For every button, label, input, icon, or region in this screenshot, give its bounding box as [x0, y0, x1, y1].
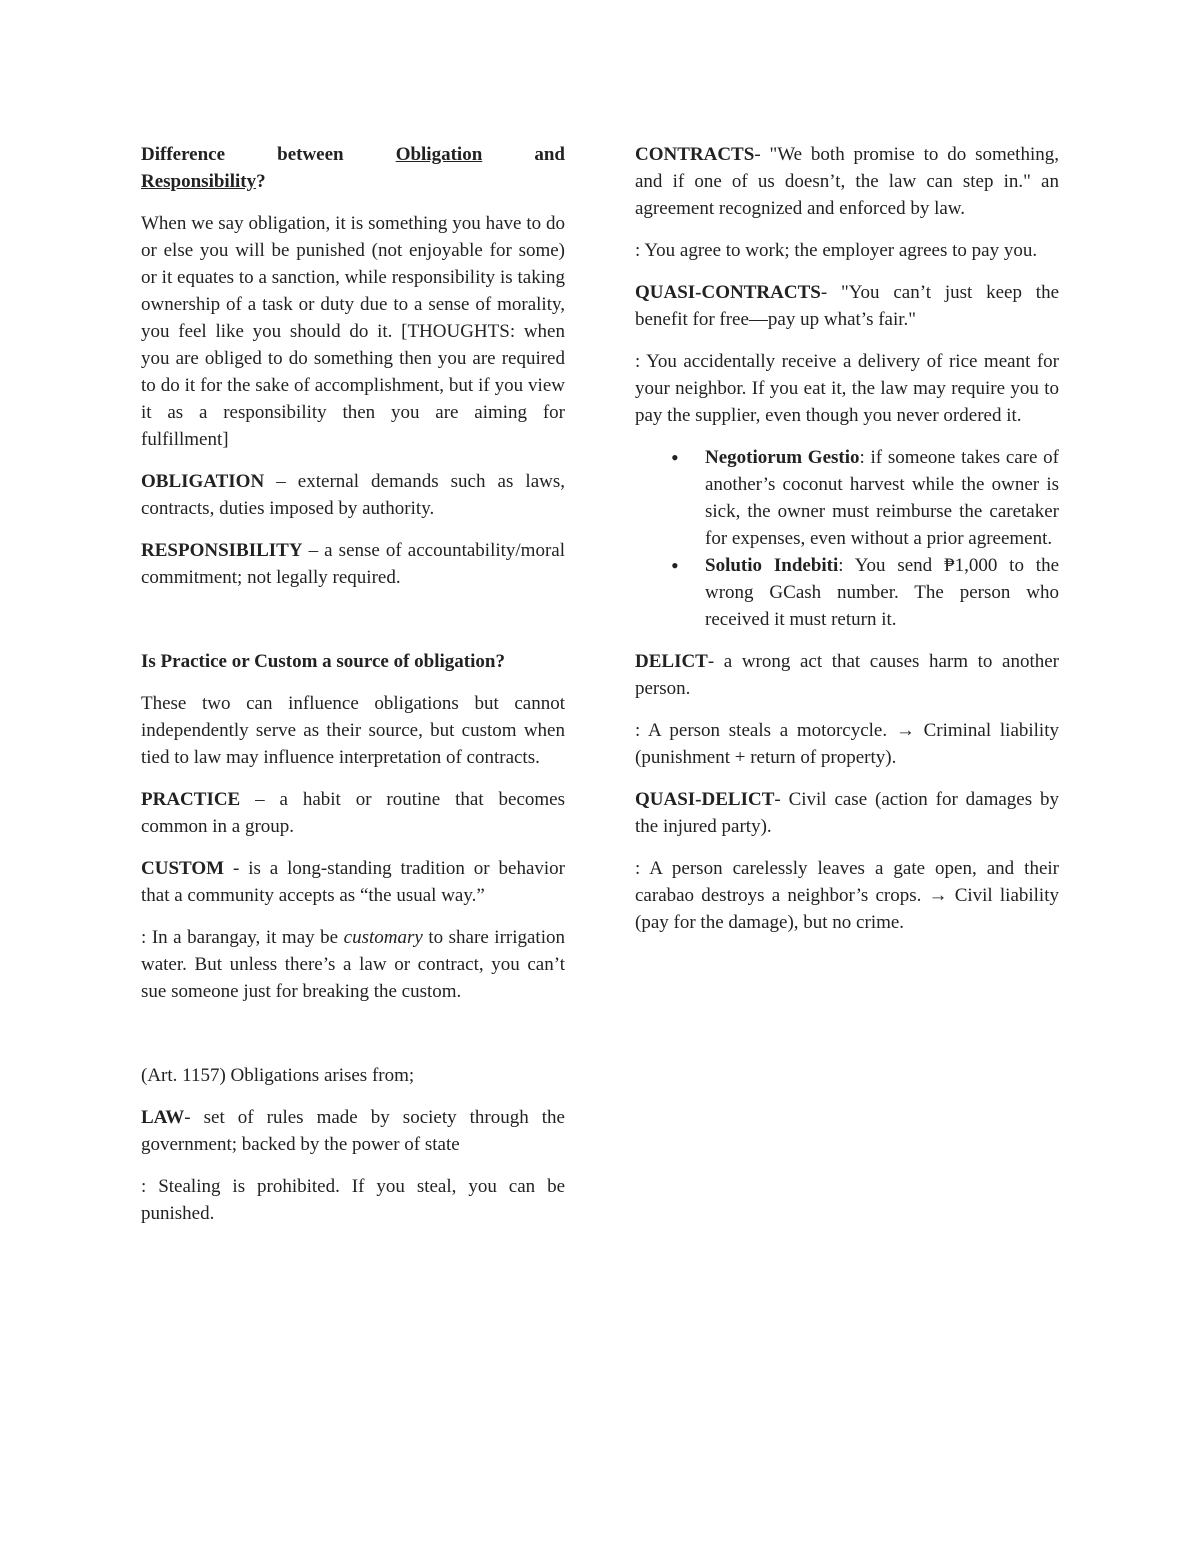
obligation-definition	[141, 468, 565, 522]
law-example: : Stealing is prohibited. If you steal, you can be punished.	[141, 1176, 565, 1224]
delict-definition	[635, 648, 1059, 702]
quasi-delict-example: : A person carelessly leaves a gate open, and their carabao destroys a neighbor’s crops. → Civil liability (pay for the damage), but no crime.	[635, 858, 1059, 933]
definition-text: - "You can’t just keep the benefit for free—pay up what’s fair."	[635, 282, 1059, 330]
definition-term: CONTRACTS	[635, 144, 755, 165]
heading-line-2	[141, 168, 565, 195]
definition-text: – a sense of accountability/moral commitment; not legally required.	[141, 540, 565, 588]
responsibility-definition	[141, 537, 565, 591]
custom-example	[141, 924, 565, 1005]
heading-word: and	[534, 144, 565, 165]
definition-text: - set of rules made by society through the government; backed by the power of state	[141, 1107, 565, 1155]
bullet-text: : You send ₱1,000 to the wrong GCash number. The person who received it must return it.	[705, 555, 1060, 630]
heading-line-1	[141, 141, 565, 168]
quasi-delict-definition	[635, 786, 1059, 840]
custom-definition	[141, 855, 565, 909]
definition-term: CUSTOM	[141, 858, 225, 879]
heading-word-responsibility: Responsibility	[141, 171, 257, 192]
spacer	[141, 1020, 565, 1062]
definition-text: – external demands such as laws, contracts, duties imposed by authority.	[141, 471, 565, 519]
definition-text: - a wrong act that causes harm to another person.	[635, 651, 1059, 699]
definition-term: LAW	[141, 1107, 185, 1128]
heading-word: between	[277, 144, 344, 165]
contracts-definition	[635, 141, 1059, 222]
definition-term: QUASI-CONTRACTS	[635, 282, 821, 303]
definition-term: QUASI-DELICT	[635, 789, 775, 810]
example-text: to share irrigation water. But unless there’s a law or contract, you can’t sue someone just for breaking the custom.	[141, 927, 565, 1002]
example-emphasis: customary	[343, 927, 423, 948]
spacer	[141, 606, 565, 648]
bullet-text: : if someone takes care of another’s coconut harvest while the owner is sick, the owner must reimburse the caretaker for expenses, even without a prior agreement.	[705, 447, 1059, 549]
quasi-contracts-bullet-list	[635, 444, 1059, 633]
law-definition	[141, 1104, 565, 1158]
right-column	[635, 141, 1059, 951]
question-heading: Is Practice or Custom a source of obligation?	[141, 651, 505, 672]
bullet-item	[705, 444, 1059, 552]
definition-text: - is a long-standing tradition or behavior that a community accepts as “the usual way.”	[141, 858, 565, 906]
heading-qmark: ?	[256, 171, 266, 192]
example-text: : In a barangay, it may be	[141, 927, 344, 948]
bullet-item	[705, 552, 1059, 633]
heading-word: Difference	[141, 144, 226, 165]
definition-term: OBLIGATION	[141, 471, 265, 492]
definition-term: PRACTICE	[141, 789, 241, 810]
intro-paragraph: When we say obligation, it is something you have to do or else you will be punished (not enjoyable for some) or it equates to a sanction, while responsibility is taking ownership of a task or duty due to a sense of morality, you feel like you should do it. [THOUGHTS: when you are obliged to do something then you are required to do it for the sake of accomplishment, but if you view it as a responsibility then you are aiming for fulfillment]	[141, 213, 565, 450]
contracts-example: : You agree to work; the employer agrees to pay you.	[635, 240, 1038, 261]
definition-term: RESPONSIBILITY	[141, 540, 303, 561]
bullet-term: Negotiorum Gestio	[705, 447, 860, 468]
heading-difference	[141, 141, 565, 195]
definition-text: - Civil case (action for damages by the injured party).	[635, 789, 1059, 837]
delict-example: : A person steals a motorcycle. → Criminal liability (punishment + return of property).	[635, 720, 1059, 768]
quasi-contracts-definition	[635, 279, 1059, 333]
question-answer: These two can influence obligations but cannot independently serve as their source, but custom when tied to law may influence interpretation of contracts.	[141, 693, 565, 768]
definition-term: DELICT	[635, 651, 708, 672]
bullet-term: Solutio Indebiti	[705, 555, 839, 576]
quasi-contracts-example: : You accidentally receive a delivery of rice meant for your neighbor. If you eat it, the law may require you to pay the supplier, even though you never ordered it.	[635, 351, 1059, 426]
definition-text: – a habit or routine that becomes common in a group.	[141, 789, 565, 837]
definition-text: - "We both promise to do something, and if one of us doesn’t, the law can step in." an agreement recognized and enforced by law.	[635, 144, 1059, 219]
heading-word-obligation: Obligation	[395, 144, 483, 165]
article-intro: (Art. 1157) Obligations arises from;	[141, 1065, 415, 1086]
left-column	[141, 141, 565, 1242]
practice-definition	[141, 786, 565, 840]
